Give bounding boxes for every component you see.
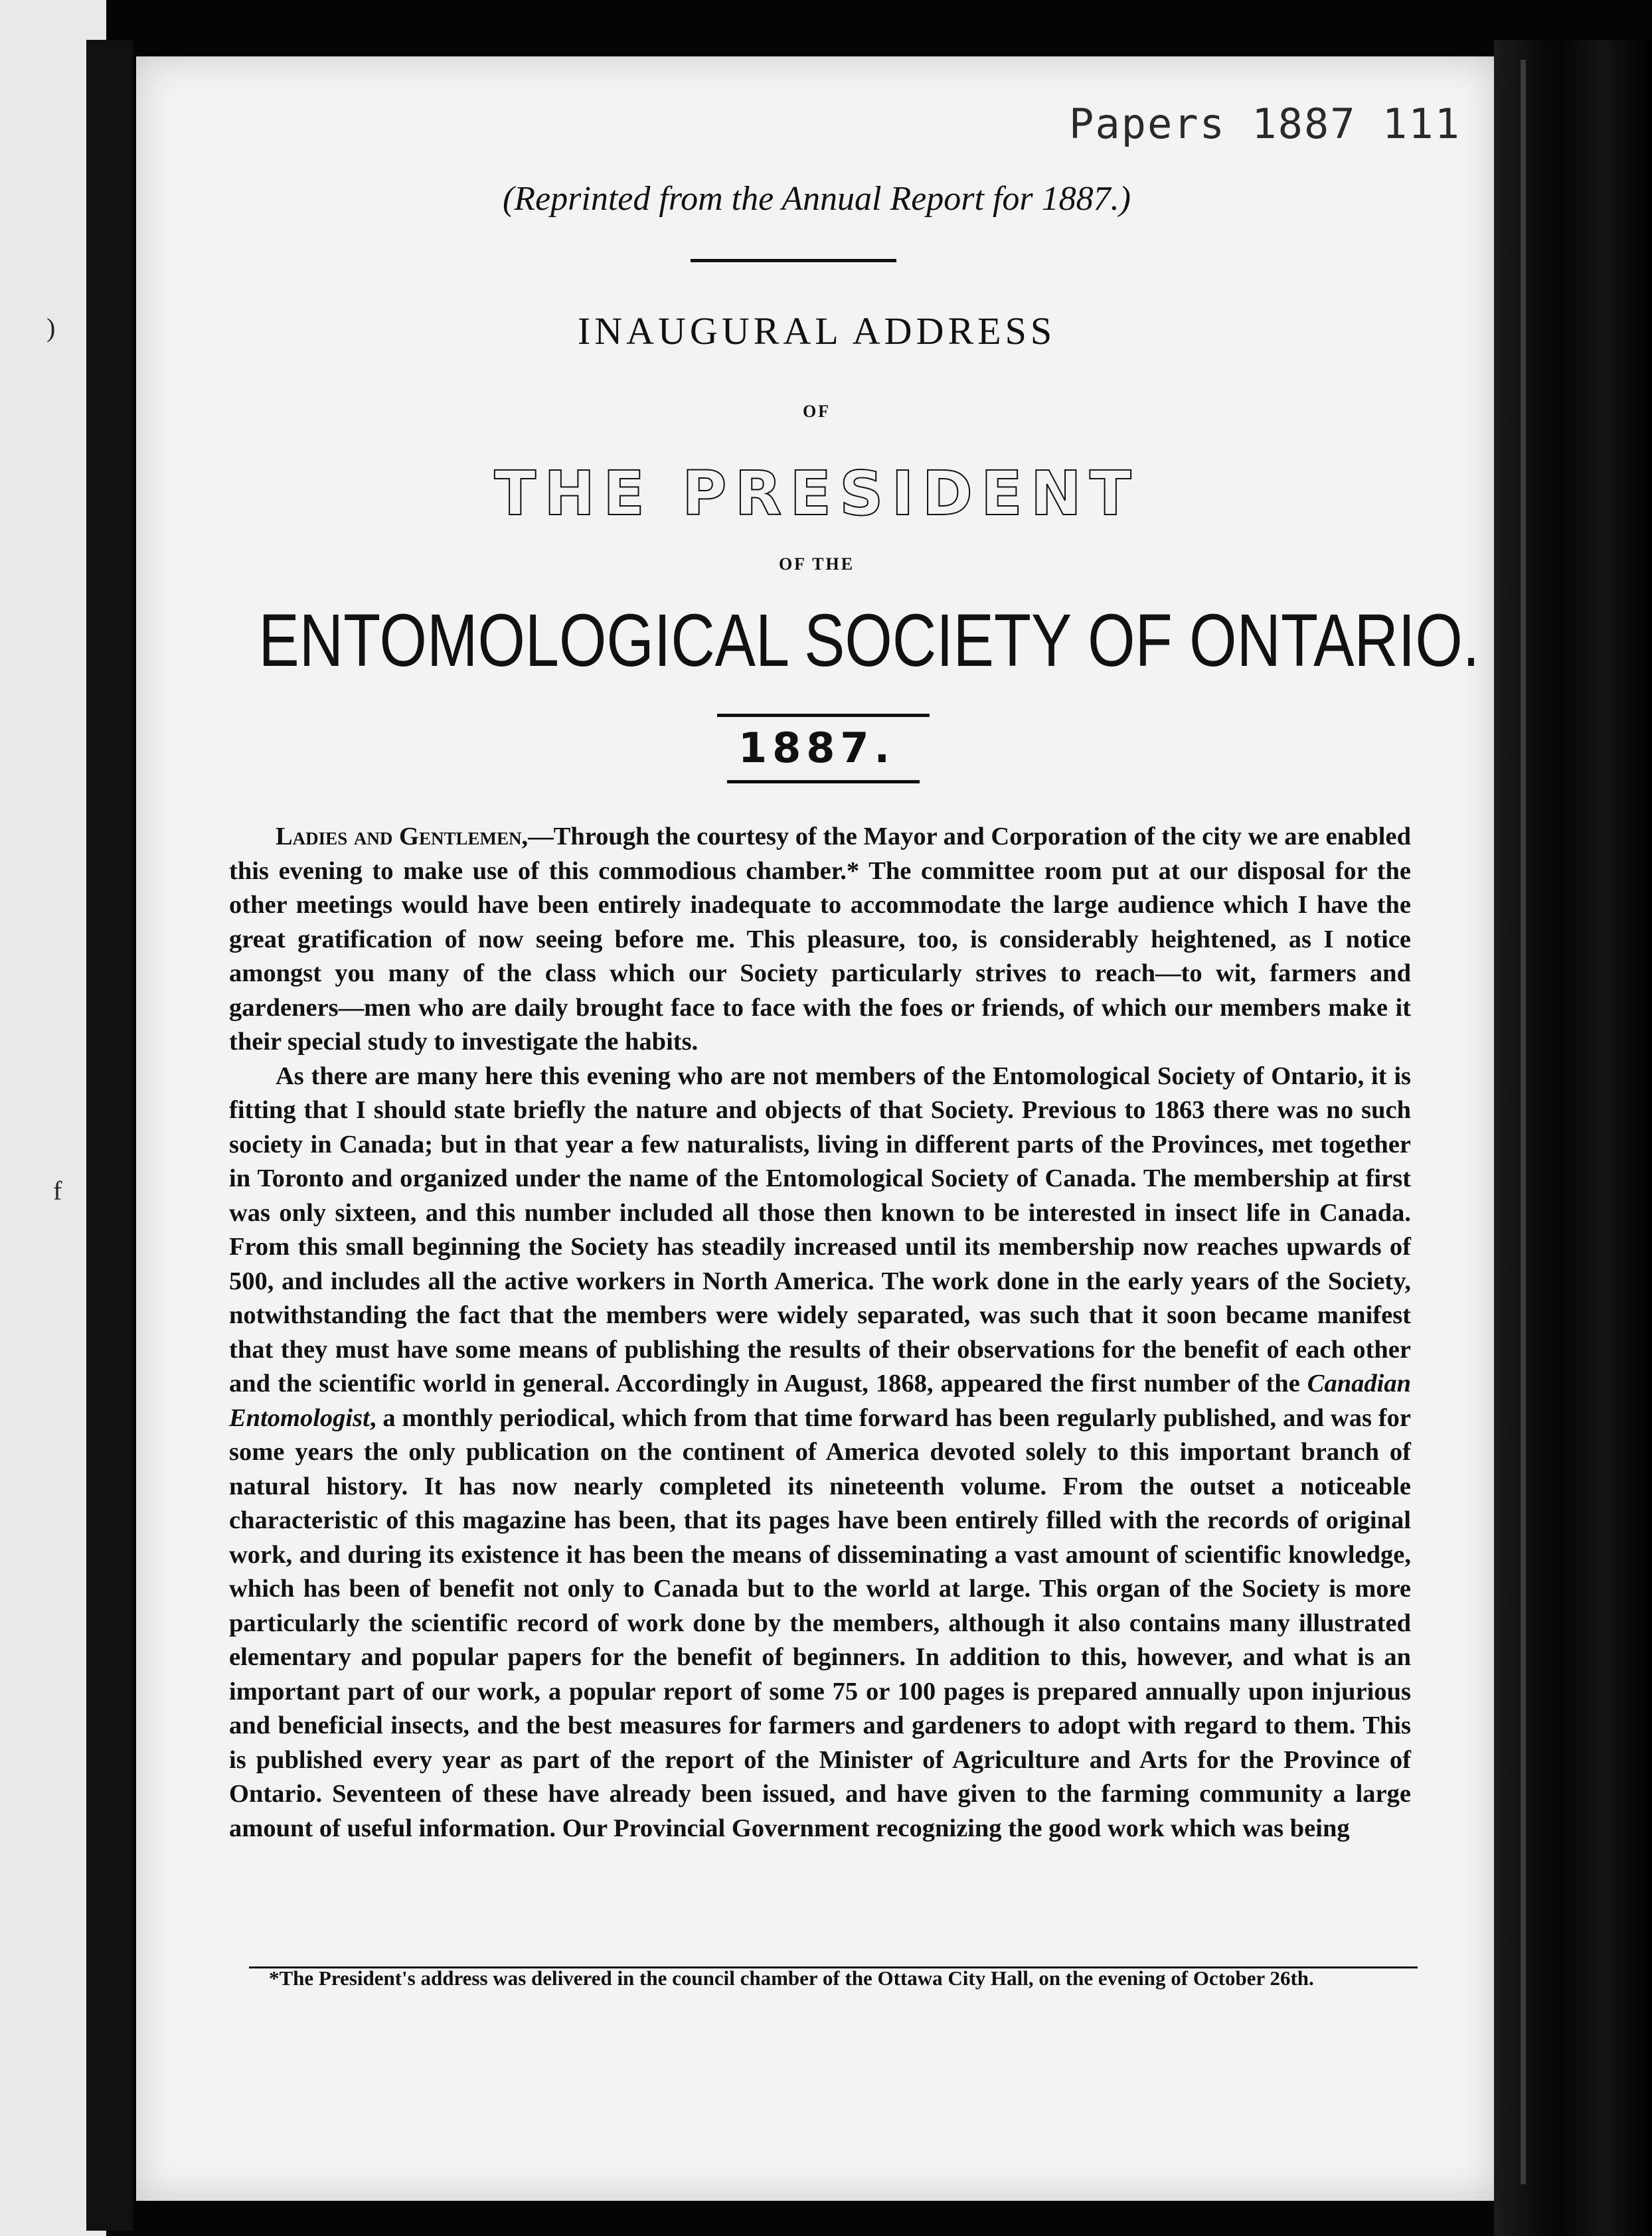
margin-mark: f — [53, 1176, 62, 1206]
year-heading: 1887. — [738, 724, 896, 772]
paragraph — [229, 1060, 1411, 1846]
heading-connector: OF THE — [778, 554, 855, 574]
heading-connector: OF — [802, 402, 831, 421]
paragraph-text: , a monthly periodical, which from that time forward has been regularly published, and was for some years the only publication on the continent of America devoted solely to this important branch of natural history. It has now nearly completed its nineteenth volume. From the outset a noticeable characteristic of this magazine has been, that its pages have been entirely filled with the records of original work, and during its existence it has been the means of disseminating a vast amount of scientific knowledge, which has been of benefit not only to Canada but to the world at large. This organ of the Society is more particularly the scientific record of work done by the members, although it also contains many illustrated elementary and popular papers for the benefit of beginners. In addition to this, however, and what is an important part of our work, a popular report of some 75 or 100 pages is prepared annually upon injurious and beneficial insects, and the best measures for farmers and gardeners to adopt with regard to them. This is published every year as part of the report of the Minister of Agriculture and Arts for the Province of Ontario. Seventeen of these have already been issued, and have given to the farming community a large amount of useful information. Our Provincial Government recognizing the good work which was being — [229, 1403, 1411, 1842]
paragraph — [229, 820, 1411, 1060]
paragraph-text: —Through the courtesy of the Mayor and Corporation of the city we are enabled this evening to make use of this commodious chamber.* The committee room put at our disposal for the other meetings would have been entirely inadequate to accommodate the large audience which I have the great gratification of now seeing before me. This pleasure, too, is considerably heightened, as I notice amongst you many of the class which our Society particularly strives to reach—to wit, farmers and gardeners—men who are daily brought face to face with the foes or friends, of which our members make it their special study to investigate the habits. — [229, 823, 1411, 1056]
scan-left-shadow — [86, 40, 133, 2231]
president-heading: THE PRESIDENT — [494, 458, 1139, 529]
page-binding — [1494, 40, 1652, 2236]
divider-rule — [691, 259, 896, 262]
binding-crease — [1521, 60, 1526, 2184]
divider-rule — [727, 780, 920, 783]
salutation: Ladies and Gentlemen, — [276, 823, 529, 850]
address-heading: INAUGURAL ADDRESS — [577, 309, 1056, 353]
margin-mark: ) — [46, 313, 56, 343]
footnote: *The President's address was delivered in the council chamber of the Ottawa City Hall, on the evening of October 26th. — [269, 1966, 1314, 1990]
archive-stamp: Papers 1887 111 — [1069, 100, 1461, 148]
reprint-note: (Reprinted from the Annual Report for 1887.) — [502, 180, 1131, 218]
paragraph-text: As there are many here this evening who are not members of the Entomological Society of Ontario, it is fitting that I should state briefly the nature and objects of that Society. Previous to 1863 there was no such society in Canada; but in that year a few naturalists, living in different parts of the Provinces, met together in Toronto and organized under the name of the Entomological Society of Canada. The membership at first was only sixteen, and this number included all those then known to be interested in insect life in Canada. From this small beginning the Society has steadily increased until its membership now reaches upwards of 500, and includes all the active workers in North America. The work done in the early years of the Society, notwithstanding the fact that the members were widely separated, was such that it soon became manifest that they must have some means of publishing the results of their observations for the benefit of each other and the scientific world in general. Accordingly in August, 1868, appeared the first number of the — [229, 1062, 1411, 1398]
divider-rule — [717, 714, 930, 717]
society-heading: ENTOMOLOGICAL SOCIETY OF ONTARIO. — [258, 599, 1480, 682]
body-text — [229, 820, 1411, 1846]
publication-title: Canadian Entomologist — [229, 1370, 1411, 1432]
